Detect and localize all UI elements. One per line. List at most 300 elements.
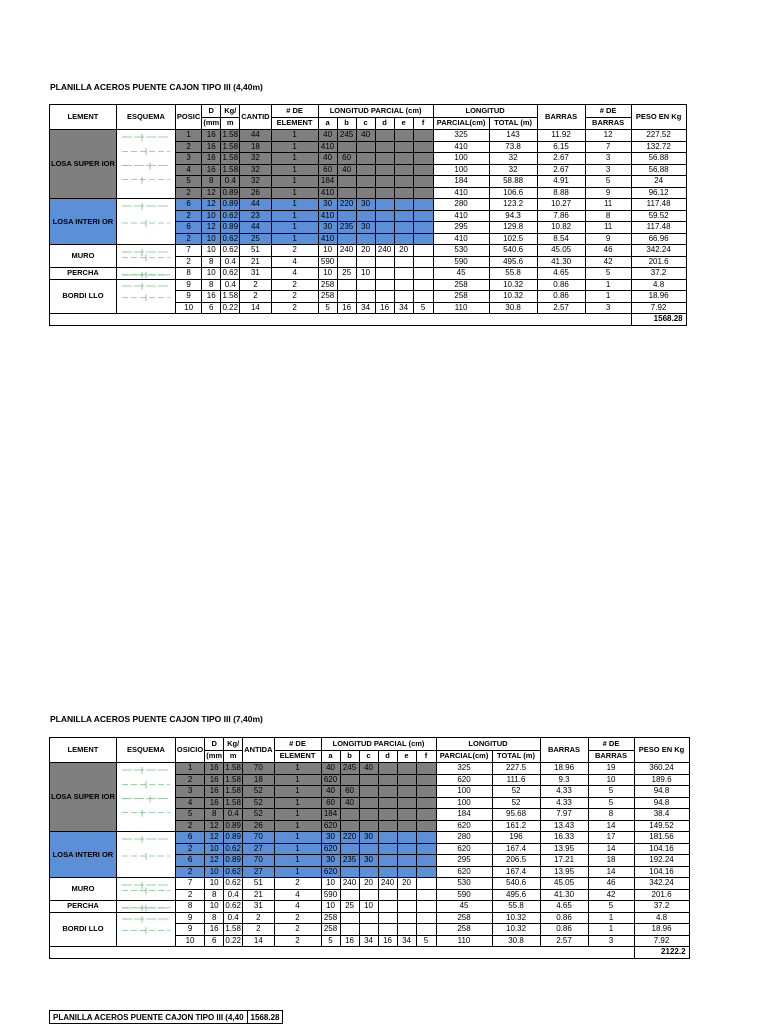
header-longitud: LONGITUD [433,105,537,118]
header-col-b: b [340,750,359,763]
table-cell: 295 [433,222,489,234]
table-cell [378,889,397,901]
table-cell: 60 [337,153,356,165]
table-cell [416,797,436,809]
table-cell [359,912,378,924]
esquema-cell [116,912,175,947]
header-row [50,738,690,751]
table-cell: 590 [318,256,337,268]
table-cell: 620 [436,843,492,855]
table-cell: 235 [337,222,356,234]
table-cell: 1 [271,130,318,142]
header-barras: BARRAS [540,738,588,763]
table-cell [356,233,375,245]
table-cell: 2 [175,256,201,268]
table-cell: 51 [240,245,271,257]
header-kg-m-unit: m [221,117,240,130]
table-cell [340,924,359,936]
table-cell [359,820,378,832]
table-cell: 32 [240,164,271,176]
table-cell: 2 [175,820,204,832]
table-cell: 8 [175,268,201,280]
table-cell: 45 [433,268,489,280]
table-cell: 7 [175,245,201,257]
group-label: PERCHA [50,268,117,280]
table-cell: 18 [243,774,274,786]
table-cell: 8 [205,912,224,924]
table-row [50,832,690,844]
table-cell [397,763,416,775]
table-cell [359,866,378,878]
table-cell [356,141,375,153]
table-cell [340,843,359,855]
table-cell: 10 [205,878,224,890]
table-cell: 2 [175,233,201,245]
table-cell: 2 [175,866,204,878]
group-label: MURO [50,245,117,268]
table-cell: 16 [202,291,221,303]
table-cell [416,786,436,798]
table-cell: 3 [588,935,634,947]
peso-cell: 4.8 [634,912,689,924]
table-cell: 1.58 [225,797,241,807]
table-cell [397,901,416,913]
table-cell: 111.6 [492,774,540,786]
steel-schedule-table-2 [49,737,690,959]
table-cell: 325 [433,130,489,142]
table-cell: 495.6 [492,889,540,901]
table-cell: 410 [433,141,489,153]
esquema-sketch [118,913,174,946]
peso-cell: 37.2 [634,901,689,913]
table-cell: 1 [175,763,204,775]
rebar-sketch-icon [118,269,174,279]
table-cell: 0.89 [225,832,241,842]
table-cell: 0.22 [225,935,241,945]
header-num-barras: # DE [585,105,631,118]
table-cell [375,199,394,211]
total-row [50,947,690,959]
table-cell: 6 [205,935,224,947]
table-cell [375,210,394,222]
table-cell: 540.6 [492,878,540,890]
table-cell [416,889,436,901]
table-cell [337,256,356,268]
table-cell: 1 [271,199,318,211]
table-cell: 5 [585,176,631,188]
esquema-sketch [118,280,174,313]
table-cell [394,141,413,153]
table-row [50,901,690,913]
table-cell: 2.67 [537,164,585,176]
table-cell: 0.62 [225,866,241,876]
table-cell: 240 [337,245,356,257]
table-cell: 1 [271,222,318,234]
table-cell: 16 [202,164,221,176]
peso-cell: 104.16 [634,843,689,855]
header-kg-m: Kg/ [221,105,240,118]
table-cell: 4.65 [540,901,588,913]
table-cell [413,176,433,188]
table-cell [413,153,433,165]
table-cell [413,245,433,257]
table-cell [394,291,413,303]
table-cell: 1 [274,855,321,867]
table-cell: 20 [356,245,375,257]
table-cell: 620 [321,866,340,878]
table-cell: 95.68 [492,809,540,821]
header-col-a: a [321,750,340,763]
header-col-e: e [394,117,413,130]
table-cell [413,130,433,142]
peso-cell: 7.92 [631,302,686,314]
table-cell: 32 [489,164,537,176]
table-cell: 2 [271,291,318,303]
table-cell [397,889,416,901]
table-cell: 1 [271,153,318,165]
table-cell: 1.58 [225,763,241,773]
table-cell [378,820,397,832]
table-cell: 10 [318,245,337,257]
table-cell: 1 [585,291,631,303]
table-cell [416,924,436,936]
table-cell: 10 [202,210,221,222]
table-cell [416,809,436,821]
table-cell: 590 [436,889,492,901]
grand-total: 1568.28 [631,314,686,326]
table-cell: 2 [243,924,274,936]
table-cell: 6 [175,222,201,234]
table-cell: 410 [433,210,489,222]
table-cell: 0.4 [221,176,240,188]
table-cell: 10 [205,843,224,855]
table-cell: 295 [436,855,492,867]
table-cell: 30 [321,832,340,844]
table-cell: 23 [240,210,271,222]
table-cell [378,855,397,867]
table-cell: 620 [436,774,492,786]
table-cell: 5 [321,935,340,947]
table-cell [394,222,413,234]
table-cell: 620 [321,843,340,855]
table-cell: 2.57 [537,302,585,314]
header-longitud-parcial: LONGITUD PARCIAL (cm) [321,738,436,751]
table-cell: 12 [202,199,221,211]
rebar-sketch-icon [118,913,174,946]
table-cell: 5 [588,901,634,913]
table-cell: 1 [588,924,634,936]
table-cell: 0.4 [224,912,243,924]
table-cell [394,176,413,188]
table-cell: 52 [492,786,540,798]
table-cell: 16.33 [540,832,588,844]
table-cell: 6 [175,832,204,844]
table-cell: 620 [436,820,492,832]
table-cell [394,233,413,245]
table-cell: 530 [433,245,489,257]
header-elemento: LEMENT [50,738,117,763]
header-kg-m: Kg/ [224,738,243,751]
table-row [50,268,687,280]
table-cell [378,774,397,786]
table-cell [359,797,378,809]
table-cell: 2 [175,187,201,199]
table-cell [397,797,416,809]
table-cell: 4.33 [540,786,588,798]
table-cell: 10 [205,901,224,913]
table-row [50,912,690,924]
header-peso: PESO EN Kg [634,738,689,763]
table-cell: 18 [240,141,271,153]
table-cell: 258 [321,912,340,924]
table-cell: 46 [588,878,634,890]
peso-cell: 56.88 [631,164,686,176]
table-cell: 40 [356,130,375,142]
table-cell: 26 [243,820,274,832]
table-cell: 16 [378,935,397,947]
esquema-sketch [118,902,174,912]
table-cell: 52 [243,797,274,809]
table-cell [416,843,436,855]
table-cell [375,268,394,280]
esquema-sketch [118,131,174,198]
table-cell: 220 [340,832,359,844]
table-cell: 46 [585,245,631,257]
table-cell: 55.8 [492,901,540,913]
table-cell: 196 [492,832,540,844]
header-col-c: c [356,117,375,130]
table-cell [375,256,394,268]
summary-clip-value: 1568.28 [247,1011,283,1024]
table-cell: 13.43 [540,820,588,832]
peso-cell: 24 [631,176,686,188]
rebar-sketch-icon [118,879,174,900]
table-cell: 0.86 [540,912,588,924]
table-cell [340,866,359,878]
table-cell: 240 [340,878,359,890]
table-cell [337,291,356,303]
table-cell: 13.95 [540,843,588,855]
header-col-f: f [416,750,436,763]
table-cell: 1 [271,164,318,176]
table-cell: 25 [240,233,271,245]
table-cell: 2 [240,291,271,303]
table-cell: 0.4 [221,256,240,268]
table-cell: 30 [318,199,337,211]
table-cell [359,889,378,901]
rebar-sketch-icon [118,902,174,912]
table-cell [416,878,436,890]
table-cell: 1 [585,279,631,291]
table-cell: 10 [318,268,337,280]
table-cell [397,912,416,924]
header-elemento: LEMENT [50,105,117,130]
table-cell: 7.97 [540,809,588,821]
table-cell: 184 [318,176,337,188]
table-cell: 12 [585,130,631,142]
table-cell: 2 [271,279,318,291]
peso-cell: 201.6 [631,256,686,268]
peso-cell: 201.6 [634,889,689,901]
table-cell [416,901,436,913]
table-cell: 2 [175,774,204,786]
peso-cell: 181.56 [634,832,689,844]
header-col-d: d [378,750,397,763]
table-cell: 60 [340,786,359,798]
peso-cell: 342.24 [634,878,689,890]
table-cell: 245 [340,763,359,775]
table-cell: 27 [243,843,274,855]
table-cell: 2 [240,279,271,291]
table-cell: 6.15 [537,141,585,153]
header-diametro: D [205,738,224,751]
table-cell: 3 [175,786,204,798]
peso-cell: 189.6 [634,774,689,786]
table-cell: 27 [243,866,274,878]
table-cell [359,774,378,786]
table-cell [413,291,433,303]
table-cell: 73.8 [489,141,537,153]
table-cell: 8 [175,901,204,913]
table-cell: 0.62 [225,901,241,911]
grand-total: 2122.2 [634,947,689,959]
table-cell [375,153,394,165]
header-col-c: c [359,750,378,763]
header-longitud: LONGITUD [436,738,540,751]
table-cell: 10.32 [492,924,540,936]
table-cell [340,774,359,786]
table-cell: 1.58 [225,924,241,934]
table-cell: 2 [274,878,321,890]
table-cell: 40 [337,164,356,176]
table-cell: 14 [588,866,634,878]
table-cell: 2 [175,843,204,855]
table-cell [413,233,433,245]
table-cell: 17.21 [540,855,588,867]
table-cell: 52 [492,797,540,809]
table-cell: 30.8 [489,302,537,314]
table-cell: 10.32 [492,912,540,924]
table-cell: 9 [175,291,201,303]
table-cell: 17 [588,832,634,844]
table-cell: 94.3 [489,210,537,222]
header-parcial: PARCIAL(cm) [436,750,492,763]
table-cell [397,820,416,832]
table-cell [397,924,416,936]
table-cell: 40 [359,763,378,775]
table-cell: 6 [175,855,204,867]
table-cell: 4 [175,797,204,809]
table-cell: 1 [274,809,321,821]
table-cell [356,176,375,188]
table-cell [394,199,413,211]
table-cell: 40 [321,786,340,798]
table-cell: 45.05 [540,878,588,890]
table-cell: 1.58 [222,164,239,174]
table-cell: 10 [356,268,375,280]
header-col-d: d [375,117,394,130]
table-cell: 1 [271,141,318,153]
table-cell: 10 [321,878,340,890]
table-cell: 258 [436,912,492,924]
table-cell: 258 [433,291,489,303]
table-cell: 10 [205,866,224,878]
table-cell: 16 [205,786,224,798]
title-table-2: PLANILLA ACEROS PUENTE CAJON TIPO III (7,40m) [50,714,263,724]
table-cell: 100 [436,786,492,798]
peso-cell: 94.8 [634,786,689,798]
table-cell [340,809,359,821]
table-cell: 530 [436,878,492,890]
table-cell: 25 [340,901,359,913]
table-cell: 235 [340,855,359,867]
table-cell: 3 [585,153,631,165]
table-cell [416,763,436,775]
table-cell: 0.4 [224,889,243,901]
header-cantidad: ANTIDA [243,738,274,763]
table-cell: 20 [359,878,378,890]
table-cell: 0.62 [225,878,241,888]
table-cell: 42 [588,889,634,901]
table-cell: 1.58 [222,291,239,301]
table-cell: 10 [175,302,201,314]
table-cell: 8 [202,279,221,291]
table-cell: 4 [271,256,318,268]
table-cell: 41.30 [540,889,588,901]
table-cell: 0.86 [540,924,588,936]
table-cell: 26 [240,187,271,199]
group-label: LOSA INTERI OR [50,832,117,878]
esquema-cell [116,832,175,878]
table-cell: 410 [318,233,337,245]
table-cell [356,291,375,303]
table-cell: 110 [433,302,489,314]
table-cell: 227.5 [492,763,540,775]
table-cell [416,855,436,867]
table-cell: 16 [205,774,224,786]
header-total: TOTAL (m) [489,117,537,130]
esquema-sketch [118,269,174,279]
table-cell: 11 [585,222,631,234]
table-cell: 4.91 [537,176,585,188]
table-cell: 32 [240,153,271,165]
table-cell [394,130,413,142]
table-cell: 220 [337,199,356,211]
esquema-sketch [118,764,174,831]
table-cell: 12 [205,832,224,844]
table-cell: 13.95 [540,866,588,878]
header-parcial: PARCIAL(cm) [433,117,489,130]
table-cell: 0.22 [222,302,239,312]
table-cell: 41.30 [537,256,585,268]
table-cell: 7 [175,878,204,890]
table-cell [375,222,394,234]
table-cell: 0.89 [225,820,241,830]
table-cell: 8 [205,889,224,901]
header-col-e: e [397,750,416,763]
table-cell: 16 [375,302,394,314]
peso-cell: 37.2 [631,268,686,280]
table-cell: 1 [274,832,321,844]
table-cell: 2 [271,245,318,257]
table-cell: 102.5 [489,233,537,245]
peso-cell: 4.8 [631,279,686,291]
steel-schedule-table-1 [49,104,687,326]
table-cell: 167.4 [492,843,540,855]
table-cell: 44 [240,199,271,211]
title-table-1: PLANILLA ACEROS PUENTE CAJON TIPO III (4,40m) [50,82,263,92]
table-cell: 590 [321,889,340,901]
